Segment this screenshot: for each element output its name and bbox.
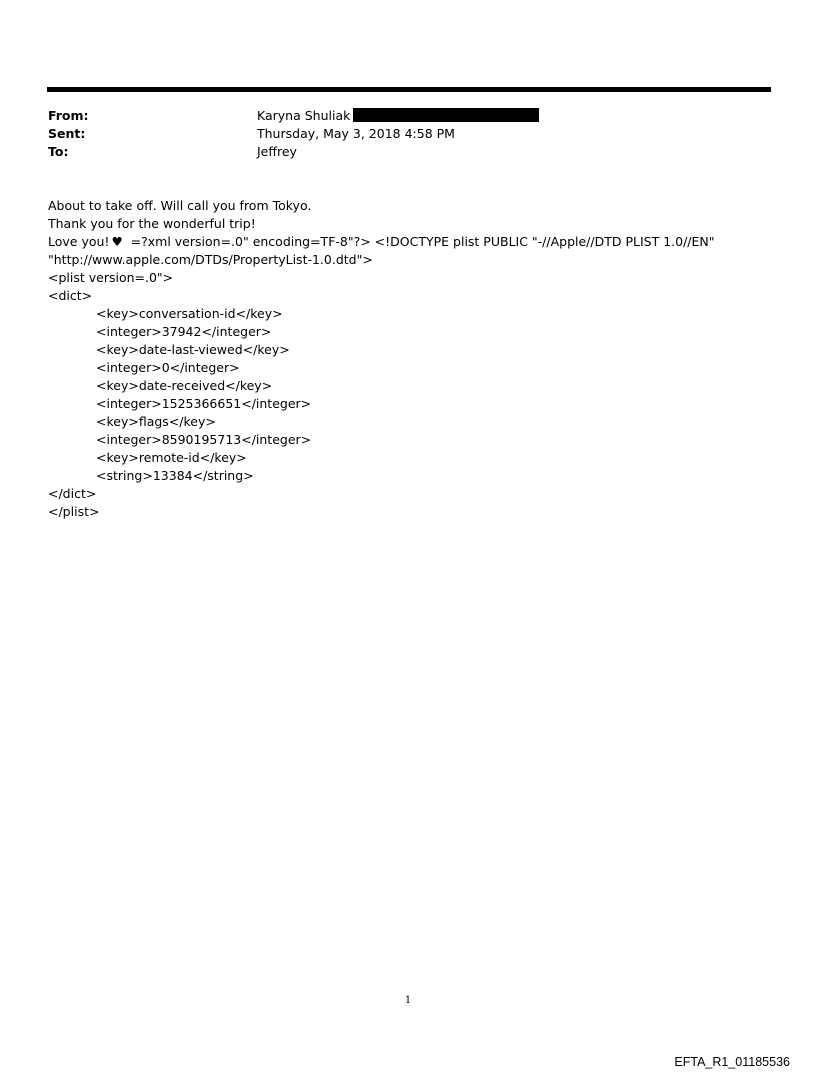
body-line: About to take off. Will call you from Tokyo. — [48, 198, 312, 213]
from-label: From: — [48, 108, 89, 123]
heart-icon: ♥ — [111, 234, 123, 249]
body-line: Thank you for the wonderful trip! — [48, 216, 256, 231]
dict-entry: <key>date-last-viewed</key> — [96, 342, 290, 357]
dict-entry: <integer>37942</integer> — [96, 324, 272, 339]
dict-entry: <key>flags</key> — [96, 414, 216, 429]
dict-entry: <integer>1525366651</integer> — [96, 396, 312, 411]
body-line: "http://www.apple.com/DTDs/PropertyList-1.0.dtd"> — [48, 252, 373, 267]
body-line: <dict> — [48, 288, 93, 303]
bates-number: EFTA_R1_01185536 — [674, 1055, 790, 1069]
page-number: 1 — [404, 995, 412, 1006]
redaction-bar — [353, 108, 539, 122]
body-line: </dict> — [48, 486, 97, 501]
love-text: Love you! — [48, 234, 110, 249]
to-value: Jeffrey — [257, 144, 297, 159]
to-label: To: — [48, 144, 69, 159]
dict-entry: <key>date-received</key> — [96, 378, 273, 393]
header-divider — [47, 87, 771, 92]
sent-value: Thursday, May 3, 2018 4:58 PM — [257, 126, 455, 141]
body-line: </plist> — [48, 504, 100, 519]
dict-entry: <integer>8590195713</integer> — [96, 432, 312, 447]
dict-entry: <key>conversation-id</key> — [96, 306, 283, 321]
message-body — [48, 197, 715, 521]
sent-label: Sent: — [48, 126, 86, 141]
dict-entry: <string>13384</string> — [96, 468, 254, 483]
body-line: <plist version=.0"> — [48, 270, 174, 285]
xml-header-text: =?xml version=.0" encoding=TF-8"?> <!DOCTYPE plist PUBLIC "-//Apple//DTD PLIST 1.0//EN" — [130, 234, 715, 249]
from-value — [257, 107, 539, 125]
sender-name: Karyna Shuliak — [257, 108, 351, 123]
dict-entry: <integer>0</integer> — [96, 360, 240, 375]
body-line — [48, 233, 715, 251]
dict-entry: <key>remote-id</key> — [96, 450, 247, 465]
